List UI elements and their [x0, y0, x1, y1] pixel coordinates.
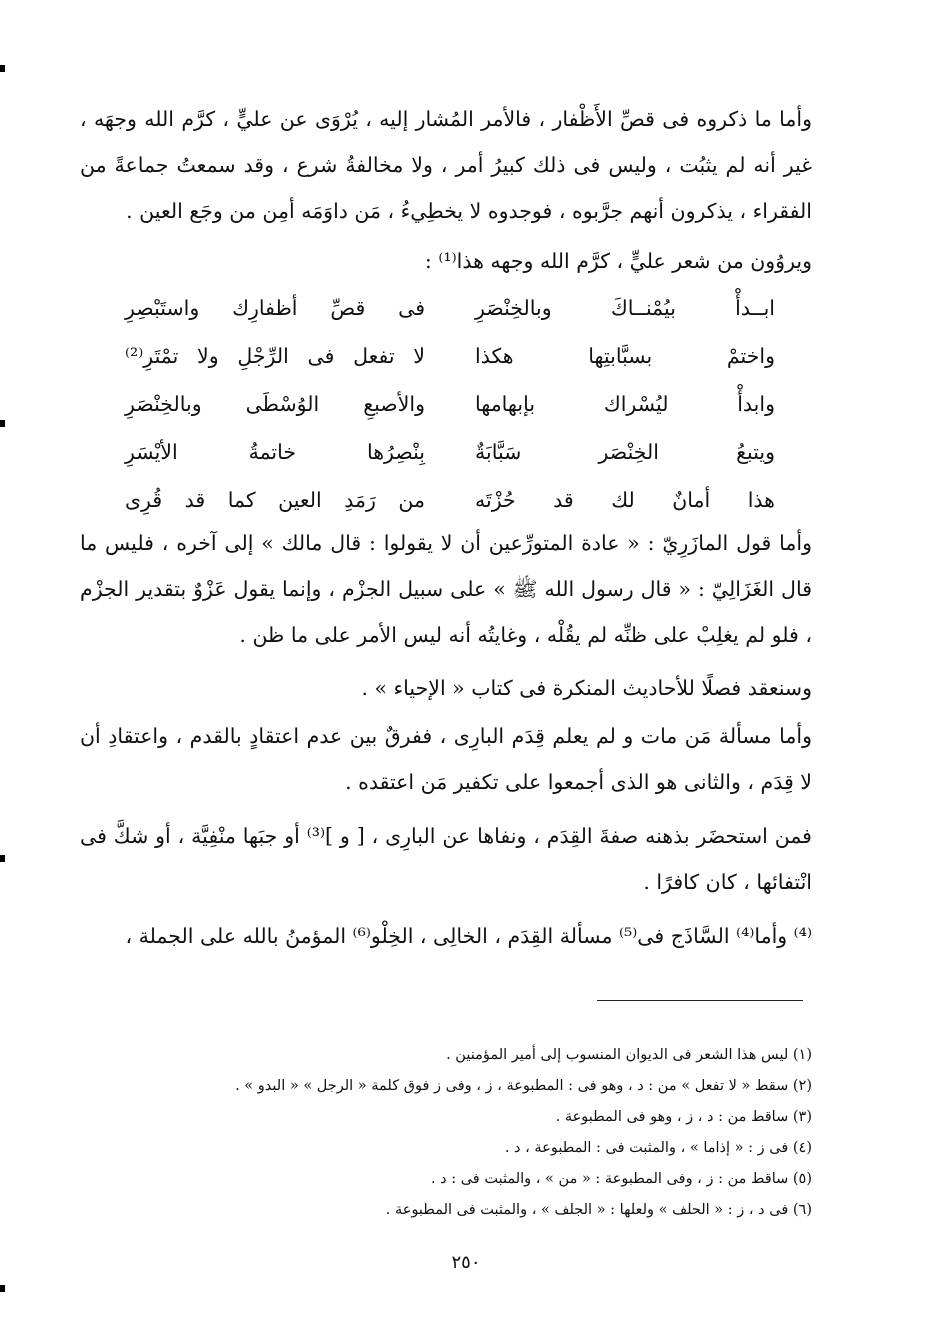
poem-hemistich-second: من رَمَدِ العين كما قد قُرِى — [125, 488, 425, 512]
paragraph-sadhaj: ⁽⁴⁾ وأما⁽⁴⁾ السَّاذَج فى⁽⁵⁾ مسألة القِدَم ، الخالِى ، الخِلْو⁽⁶⁾ المؤمنُ بالله على الجملة ، — [125, 924, 812, 948]
footnote: (٦) فى د ، ز : « الحلف » ولعلها : « الجلف » ، والمثبت فى المطبوعة . — [385, 1202, 812, 1218]
paragraph-kafir: فمن استحضَر بذهنه صفةَ القِدَم ، ونفاها عن البارِى ، [ و ]⁽³⁾ أو جبَها منْفِيَّة ، أو شكَّ فى انْتفائها ، كان كافرًا . — [80, 824, 812, 894]
poem-verse — [125, 428, 775, 476]
poem-hemistich-second: لا تفعل فى الرِّجْلِ ولا تمْتَرِ⁽²⁾ — [125, 344, 425, 368]
poem — [125, 284, 775, 524]
poem-hemistich-first: واختمْ بسبَّابتِها هكذا — [475, 344, 775, 368]
footnote: (٤) فى ز : « إذاما » ، والمثبت فى : المطبوعة ، د . — [504, 1140, 812, 1156]
page-number: ٢٥٠ — [451, 1252, 481, 1273]
footnotes — [200, 1040, 812, 1226]
scan-edge-mark — [0, 855, 5, 862]
poem-hemistich-first: ابــدأْ بيُمْنــاكَ وبالخِنْصَرِ — [475, 296, 775, 320]
paragraph-poem-intro: ويروُون من شعر عليٍّ ، كرَّم الله وجهه هذا⁽¹⁾ : — [424, 249, 812, 273]
paragraph-mazari: وأما قول المازَرِيّ : « عادة المتورِّعين أن لا يقولوا : قال مالك » إلى آخره ، فليس ما قال الغَزَالِيّ : « قال رسول الله ﷺ » على سبيل الجزْم ، وإنما يقول عَزْوٌ بتقدير الجزْم ، فلو لم يغلِبْ على ظنِّه لم يقُلْه ، وغايتُه أنه ليس الأمر على ما ظن . — [80, 531, 812, 647]
footnote: (٢) سقط « لا تفعل » من : د ، وهو فى : المطبوعة ، ز ، وفى ز فوق كلمة « الرجل » « البدو » . — [235, 1078, 812, 1094]
footnote: (٣) ساقط من : د ، ز ، وهو فى المطبوعة . — [555, 1109, 812, 1125]
paragraph-ihya: وسنعقد فصلًا للأحاديث المنكرة فى كتاب « الإحياء » . — [361, 676, 812, 700]
scan-edge-mark — [0, 1285, 5, 1292]
poem-verse — [125, 332, 775, 380]
poem-hemistich-first: هذا أمانٌ لك قد حُزْتَه — [475, 488, 775, 512]
poem-hemistich-second: فى قصِّ أظفارِك واستَبْصِرِ — [125, 296, 425, 320]
poem-hemistich-second: بِنْصِرُها خاتمةُ الأيْسَرِ — [125, 440, 425, 464]
footnote-separator — [597, 1000, 803, 1001]
poem-verse — [125, 476, 775, 524]
footnote: (٥) ساقط من : ز ، وفى المطبوعة : « من » ، والمثبت فى : د . — [430, 1171, 812, 1187]
poem-hemistich-first: وابدأْ ليُسْراك بإبهامها — [475, 392, 775, 416]
poem-verse — [125, 380, 775, 428]
scan-edge-mark — [0, 65, 5, 72]
footnote: (١) ليس هذا الشعر فى الديوان المنسوب إلى أمير المؤمنين . — [446, 1047, 812, 1063]
paragraph-qidam: وأما مسألة مَن مات و لم يعلم قِدَم البارِى ، ففرقٌ بين عدم اعتقادٍ بالقدم ، واعتقادِ أن لا قِدَم ، والثانى هو الذى أجمعوا على تكفير مَن اعتقده . — [80, 724, 812, 794]
poem-verse — [125, 284, 775, 332]
poem-hemistich-first: ويتبعُ الخِنْصَر سَبَّابَةٌ — [475, 440, 775, 464]
scan-edge-mark — [0, 420, 5, 427]
paragraph-nails: وأما ما ذكروه فى قصِّ الأَظْفار ، فالأمر المُشار إليه ، يُرْوَى عن عليٍّ ، كرَّم الله وجهَه ، غير أنه لم يثبُت ، وليس فى ذلك كبيرُ أمر ، ولا مخالفةُ شرع ، وقد سمعتُ جماعةً من الفقراء ، يذكرون أنهم جرَّبوه ، فوجدوه لا يخطِيءُ ، مَن داوَمَه أمِن من وجَع العين . — [80, 107, 812, 223]
poem-hemistich-second: والأصبعِ الوُسْطَى وبالخِنْصَرِ — [125, 392, 425, 416]
